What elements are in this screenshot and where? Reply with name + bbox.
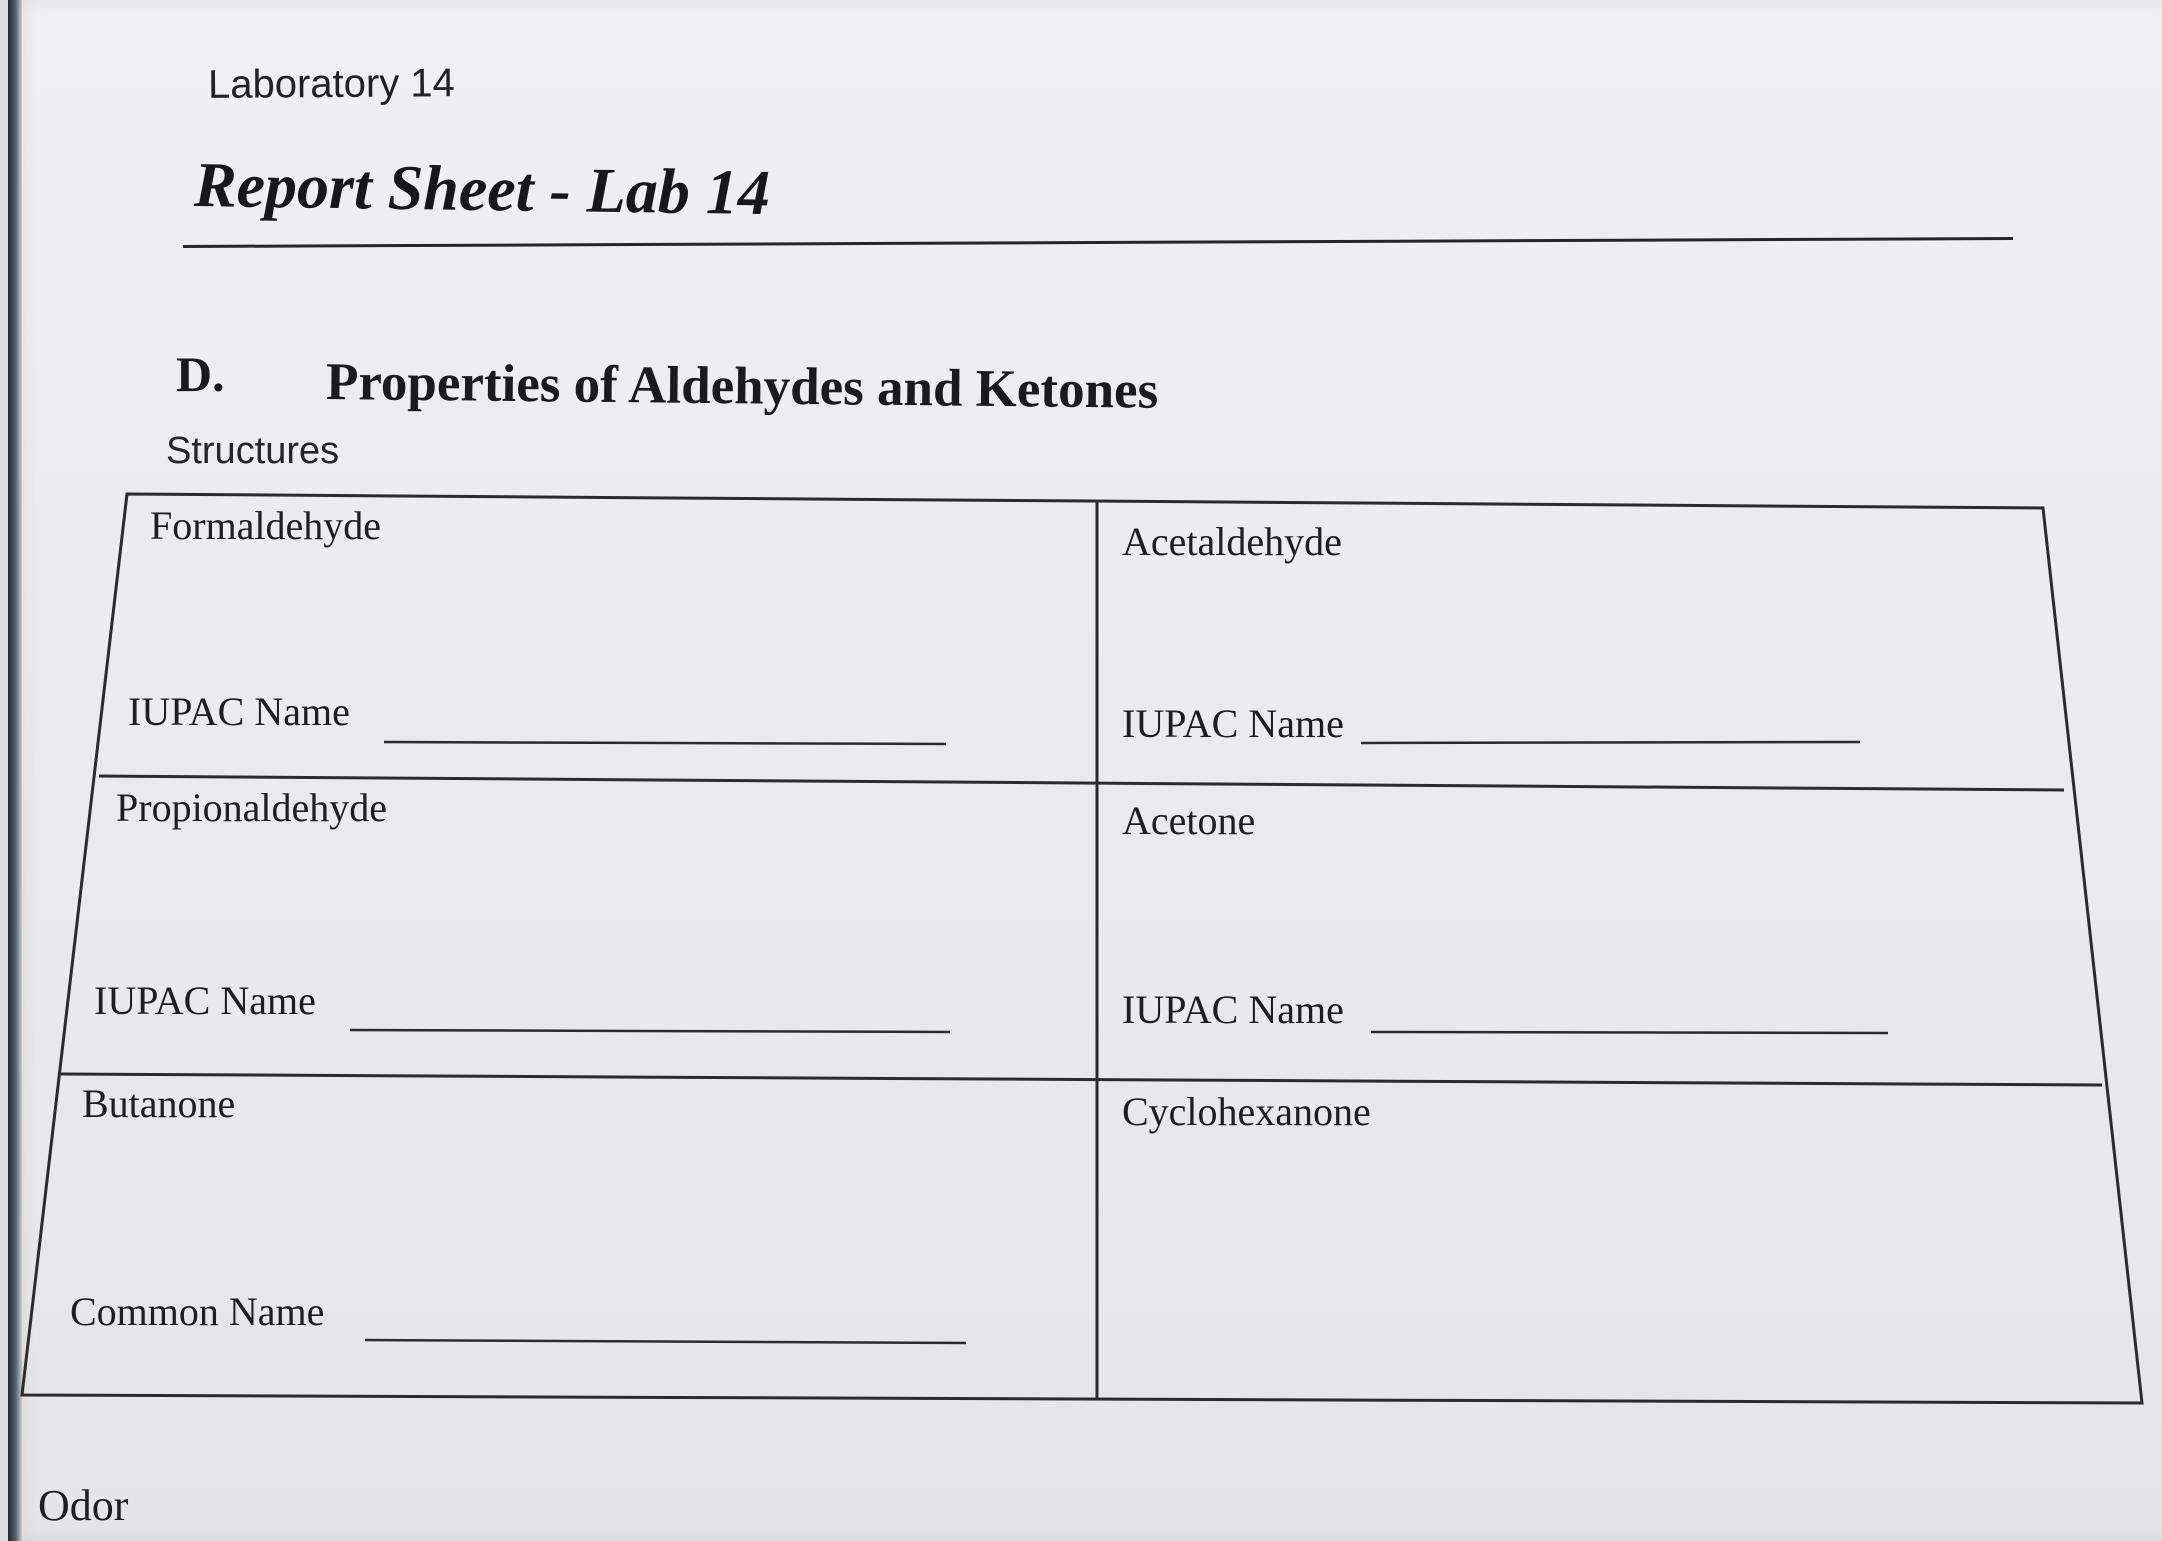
answer-line [365, 1340, 966, 1343]
iupac-name-label: IUPAC Name [1122, 701, 1344, 746]
cell-compound-name: Formaldehyde [150, 503, 382, 548]
answer-line [1371, 1032, 1888, 1033]
structures-label: Structures [166, 430, 340, 472]
cell-compound-name: Propionaldehyde [116, 785, 388, 830]
cell-compound-name: Acetone [1122, 798, 1256, 843]
iupac-name-label: IUPAC Name [94, 978, 316, 1023]
answer-line [350, 1030, 950, 1032]
table-outer-border [22, 494, 2142, 1403]
iupac-name-label: IUPAC Name [128, 689, 350, 734]
answer-line [1361, 742, 1860, 743]
answer-line [384, 742, 946, 744]
table-row-divider-1 [99, 776, 2064, 790]
common-name-label: Common Name [70, 1289, 325, 1334]
lab-number-label: Laboratory 14 [207, 61, 455, 107]
section-letter: D. [176, 346, 225, 402]
cell-compound-name: Acetaldehyde [1122, 519, 1342, 564]
report-title: Report Sheet - Lab 14 [193, 149, 771, 229]
cell-compound-name: Cyclohexanone [1122, 1089, 1371, 1134]
section-title: Properties of Aldehydes and Ketones [325, 353, 1159, 420]
table-row-divider-2 [61, 1074, 2102, 1085]
cell-compound-name: Butanone [82, 1081, 236, 1126]
odor-label: Odor [38, 1481, 129, 1530]
iupac-name-label: IUPAC Name [1122, 987, 1344, 1032]
